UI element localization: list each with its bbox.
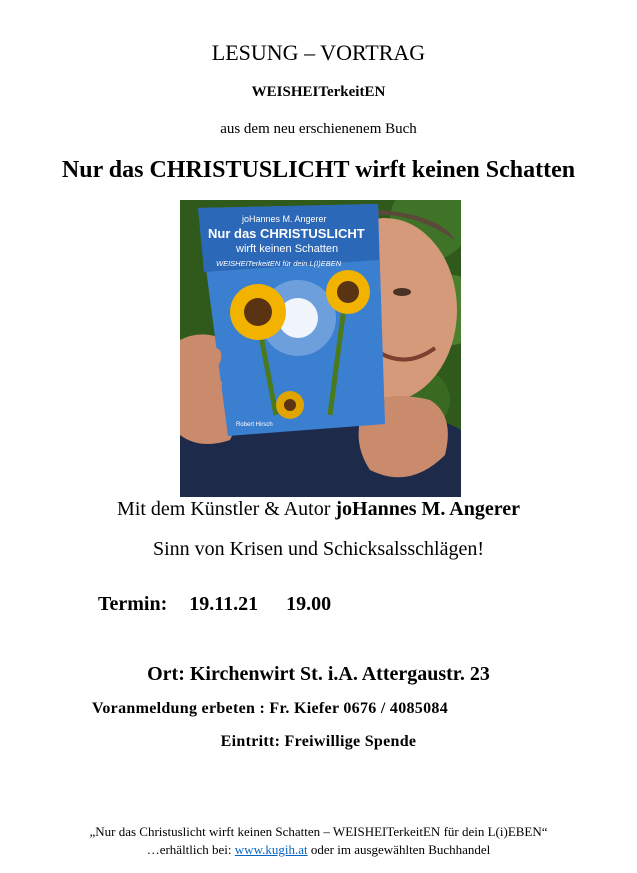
book-title: Nur das CHRISTUSLICHT wirft keinen Schatten — [61, 157, 576, 183]
artist-name: joHannes M. Angerer — [335, 498, 520, 520]
artist-prefix: Mit dem Künstler & Autor — [117, 498, 336, 520]
date-line — [98, 593, 331, 616]
cover-subtitle: WEISHEITerkeitEN für dein L(I)EBEN — [216, 259, 342, 268]
entry-line: Eintritt: Freiwillige Spende — [220, 733, 417, 750]
artist-line — [0, 498, 637, 521]
cover-title-line2: wirft keinen Schatten — [236, 243, 339, 255]
event-date: 19.11.21 — [189, 593, 259, 615]
book-cover — [198, 204, 385, 436]
event-subtitle: WEISHEITerkeitEN — [251, 84, 386, 100]
author-photo — [180, 200, 461, 497]
event-title: LESUNG – VORTRAG — [211, 40, 426, 65]
footer-quote: „Nur das Christuslicht wirft keinen Schatten – WEISHEITerkeitEN für dein L(i)EBEN“ — [89, 824, 548, 839]
footer-prefix: …erhältlich bei: — [146, 842, 235, 857]
footer-availability — [0, 842, 637, 858]
cover-author: joHannes M. Angerer — [242, 214, 327, 224]
location-line: Ort: Kirchenwirt St. i.A. Attergaustr. 23 — [147, 663, 490, 685]
topic-line: Sinn von Krisen und Schicksalsschlägen! — [152, 538, 485, 560]
registration-line: Voranmeldung erbeten : Fr. Kiefer 0676 / 4085084 — [92, 700, 449, 717]
intro-text: aus dem neu erschienenem Buch — [220, 121, 417, 137]
shop-link[interactable]: www.kugih.at — [234, 842, 308, 857]
date-label: Termin: — [98, 593, 168, 615]
cover-publisher: Robert Hirsch — [236, 422, 273, 428]
event-time: 19.00 — [286, 593, 332, 615]
footer-suffix: oder im ausgewählten Buchhandel — [307, 842, 491, 857]
cover-title-line1: Nur das CHRISTUSLICHT — [208, 226, 365, 241]
